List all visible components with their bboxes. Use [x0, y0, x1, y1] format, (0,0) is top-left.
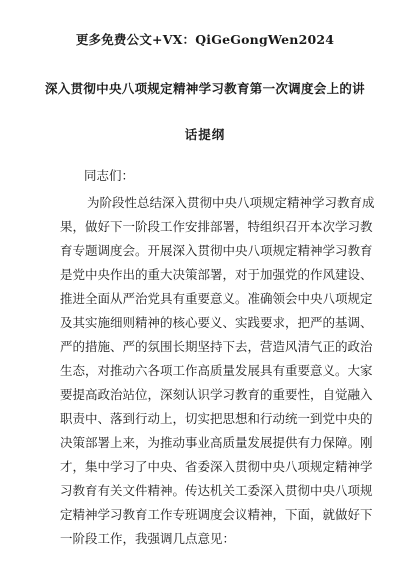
header-watermark-text: 更多免费公文+VX：QiGeGongWen2024: [75, 32, 335, 47]
body-line: 要提高政治站位，深刻认识学习教育的重要性，自觉融入: [60, 387, 373, 402]
body-line: 职责中、落到行动上，切实把思想和行动统一到党中央的: [60, 411, 373, 426]
body-line: 才，集中学习了中央、省委深入贯彻中央八项规定精神学: [60, 459, 373, 474]
title-line-2: 话提纲: [184, 127, 226, 142]
body-line: 及其实施细则精神的核心要义、实践要求，把严的基调、: [60, 315, 373, 330]
body-line: 决策部署上来，为推动事业高质量发展提供有力保障。刚: [60, 435, 373, 450]
body-line: 生态，对推动六各项工作高质量发展具有重要意义。大家: [60, 363, 373, 378]
body-line: 果，做好下一阶段工作安排部署，特组织召开本次学习教: [60, 219, 373, 234]
body-line: 育专题调度会。开展深入贯彻中央八项规定精神学习教育: [60, 243, 373, 258]
body-line: 严的措施、严的氛围长期坚持下去，营造风清气正的政治: [60, 339, 373, 354]
body-line: 是党中央作出的重大决策部署，对于加强党的作风建设、: [60, 267, 373, 282]
salutation: 同志们：: [84, 168, 135, 183]
body-line: 一阶段工作，我强调几点意见：: [60, 531, 236, 546]
body-line: 推进全面从严治党具有重要意义。准确领会中央八项规定: [60, 291, 373, 306]
body-line: 为阶段性总结深入贯彻中央八项规定精神学习教育成: [87, 195, 375, 210]
body-line: 定精神学习教育工作专班调度会议精神，下面，就做好下: [60, 507, 373, 522]
title-line-1: 深入贯彻中央八项规定精神学习教育第一次调度会上的讲: [44, 81, 365, 96]
body-line: 习教育有关文件精神。传达机关工委深入贯彻中央八项规: [60, 483, 373, 498]
